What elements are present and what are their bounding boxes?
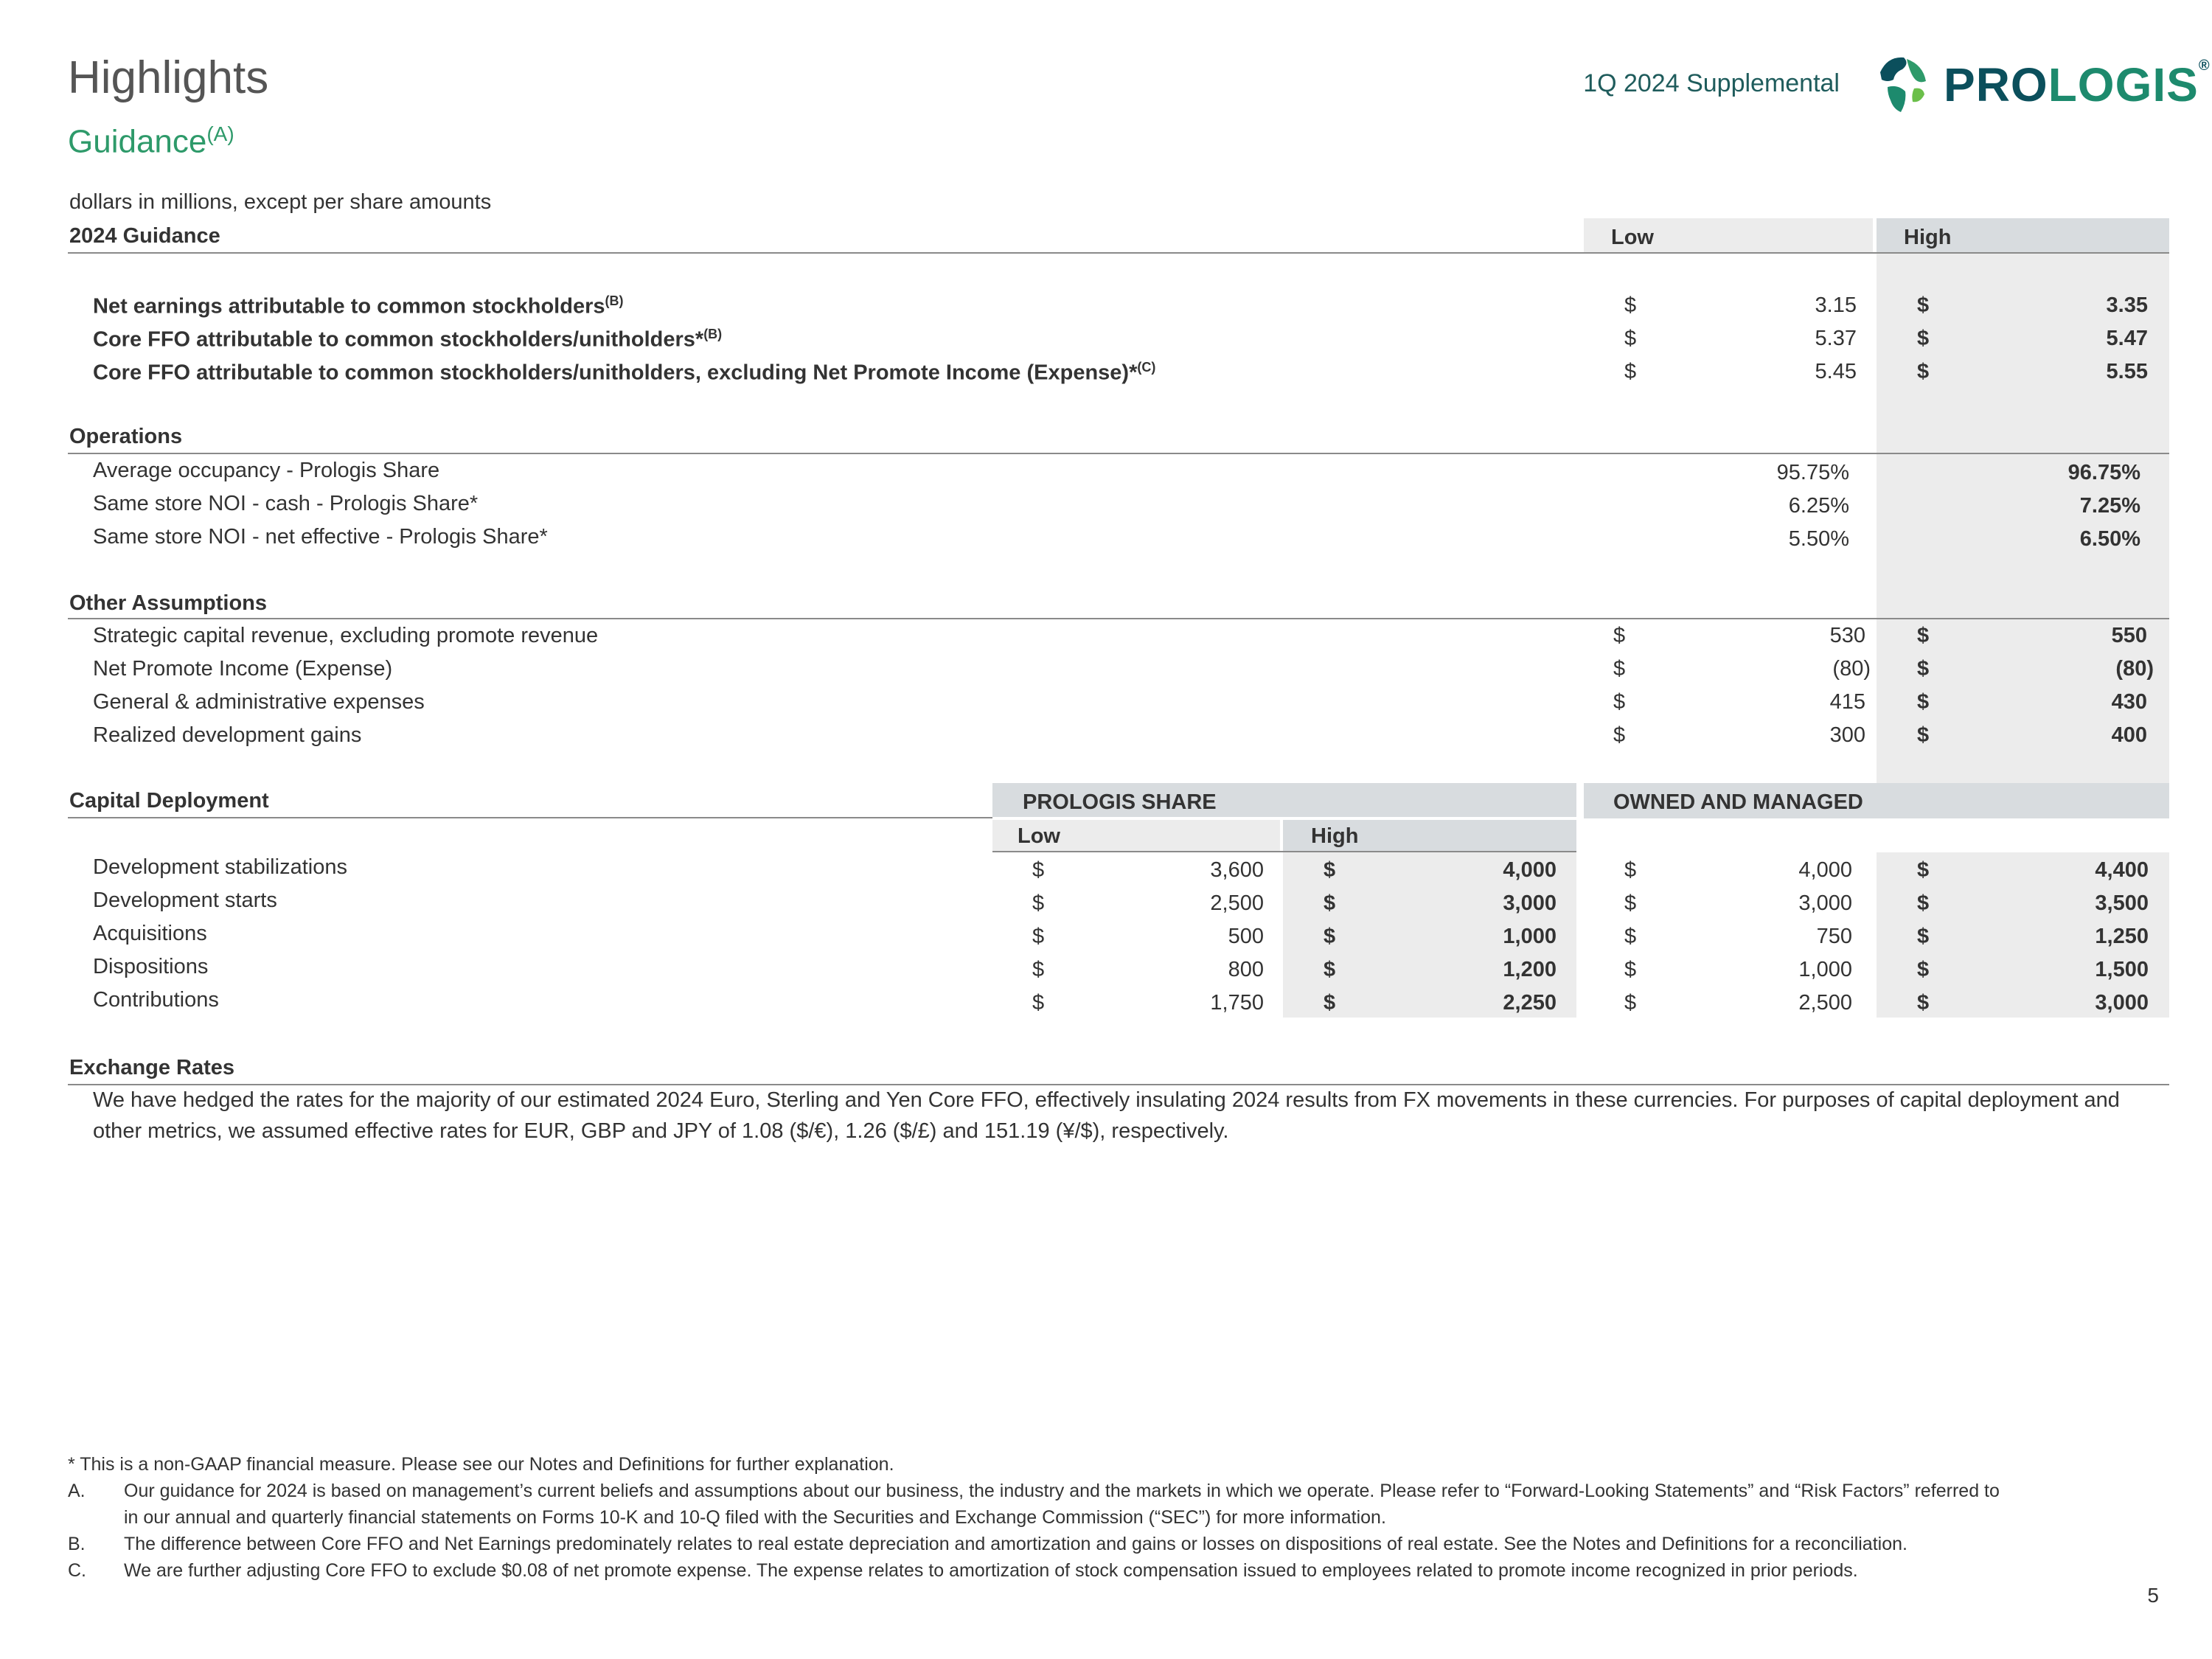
operations-high-value: 6.50% [2079,527,2140,551]
currency-symbol: $ [1624,858,1637,882]
section-2024-guidance: 2024 Guidance [69,224,220,248]
currency-symbol: $ [1917,958,1930,981]
other-row-label: Strategic capital revenue, excluding promote revenue [93,624,599,647]
divider [68,252,2169,254]
logo-wordmark: PROLOGIS® [1944,58,2211,111]
om-high-value: 1,250 [2095,925,2149,948]
col-high-header: High [1904,226,1952,249]
operations-row-label: Same store NOI - net effective - Prologis Share* [93,525,548,549]
ps-high-value: 3,000 [1503,891,1557,915]
ps-high-value: 1,200 [1503,958,1557,981]
owned-managed-header: OWNED AND MANAGED [1613,790,1863,814]
section-exchange-rates: Exchange Rates [69,1056,235,1079]
ps-high-value: 1,000 [1503,925,1557,948]
operations-high-value: 7.25% [2079,494,2140,518]
operations-low-value: 5.50% [1788,527,1849,551]
currency-symbol: $ [1917,723,1930,747]
ps-low-value: 2,500 [1210,891,1264,915]
operations-row-label: Same store NOI - cash - Prologis Share* [93,492,479,515]
footnote-a-text: in our annual and quarterly financial statements on Forms 10-K and 10-Q filed with the Securities and Exchange Commission (“SEC”) for more information. [124,1507,1386,1528]
prologis-share-header: PROLOGIS SHARE [1023,790,1217,814]
currency-symbol: $ [1613,690,1626,714]
om-low-value: 1,000 [1798,958,1852,981]
guidance-row-label: Core FFO attributable to common stockholders/unitholders*$^{(B)}$ [93,327,723,352]
other-low-value: 300 [1829,723,1865,747]
om-low-value: 3,000 [1798,891,1852,915]
other-high-value: (80) [2115,657,2154,681]
guidance-low-value: 5.45 [1815,360,1857,383]
page-subtitle: Guidance$^{(A)}$ [68,122,234,160]
currency-symbol: $ [1624,293,1637,317]
other-low-value: 530 [1829,624,1865,647]
globe-icon [1865,50,1932,116]
currency-symbol: $ [1324,891,1336,915]
currency-symbol: $ [1624,891,1637,915]
currency-symbol: $ [1032,858,1045,882]
currency-symbol: $ [1613,723,1626,747]
guidance-low-value: 5.37 [1815,327,1857,350]
page-number: 5 [2147,1584,2159,1607]
guidance-row-label: Net earnings attributable to common stockholders$^{(B)}$ [93,293,624,319]
exchange-text-line: We have hedged the rates for the majority of our estimated 2024 Euro, Sterling and Yen Core FFO, effectively insulating 2024 results from FX movements in these currencies. For purposes of capital deployment and [93,1088,2120,1112]
guidance-high-value: 5.47 [2106,327,2148,350]
operations-low-value: 6.25% [1788,494,1849,518]
currency-symbol: $ [1032,991,1045,1015]
capital-row-label: Acquisitions [93,922,207,945]
ps-low-value: 1,750 [1210,991,1264,1015]
ps-low-value: 500 [1228,925,1264,948]
col-low-header: Low [1611,226,1654,249]
footnote-star: * This is a non-GAAP financial measure. Please see our Notes and Definitions for further explanation. [68,1454,894,1475]
currency-symbol: $ [1917,891,1930,915]
currency-symbol: $ [1032,958,1045,981]
other-row-label: General & administrative expenses [93,690,425,714]
divider [68,453,2169,454]
operations-low-value: 95.75% [1776,461,1849,484]
currency-symbol: $ [1917,991,1930,1015]
om-high-value: 3,000 [2095,991,2149,1015]
guidance-high-value: 5.55 [2106,360,2148,383]
currency-symbol: $ [1917,293,1930,317]
divider [992,817,1576,820]
capital-row-label: Contributions [93,988,219,1012]
om-high-value: 3,500 [2095,891,2149,915]
other-high-value: 550 [2111,624,2147,647]
exchange-text-line: other metrics, we assumed effective rates for EUR, GBP and JPY of 1.08 ($/€), 1.26 ($/£) and 151.19 (¥/$), respectively. [93,1119,1229,1143]
other-high-value: 430 [2111,690,2147,714]
capital-row-label: Development stabilizations [93,855,347,879]
supplemental-label: 1Q 2024 Supplemental [1583,69,1840,97]
footnote-b-text: The difference between Core FFO and Net Earnings predominately relates to real estate depreciation and amortization and gains or losses on dispositions of real estate. See the Notes and Definitions for a reconciliation. [124,1534,1907,1554]
currency-symbol: $ [1624,991,1637,1015]
ps-low-value: 3,600 [1210,858,1264,882]
guidance-high-value: 3.35 [2106,293,2148,317]
units-note: dollars in millions, except per share amounts [69,190,492,214]
currency-symbol: $ [1917,360,1930,383]
footnote-a-text: Our guidance for 2024 is based on management’s current beliefs and assumptions about our business, the industry and the markets in which we operate. Please refer to “Forward-Looking Statements” and “Risk Factors” referred to [124,1481,2000,1501]
ps-col-high-header: High [1311,824,1359,848]
capital-row-label: Dispositions [93,955,209,978]
currency-symbol: $ [1324,991,1336,1015]
section-other-assumptions: Other Assumptions [69,591,268,615]
ps-col-low-header: Low [1018,824,1060,848]
om-low-value: 750 [1816,925,1852,948]
prologis-logo [1865,50,2211,116]
capital-row-label: Development starts [93,888,277,912]
currency-symbol: $ [1032,925,1045,948]
divider [68,1084,2169,1085]
currency-symbol: $ [1917,690,1930,714]
currency-symbol: $ [1917,327,1930,350]
divider [992,851,1576,852]
page-title: Highlights [68,52,269,103]
footnote-c-text: We are further adjusting Core FFO to exclude $0.08 of net promote expense. The expense relates to amortization of stock compensation issued to employees related to promote income recognized in prior periods. [124,1560,1858,1581]
ps-high-value: 4,000 [1503,858,1557,882]
currency-symbol: $ [1624,958,1637,981]
om-high-value: 1,500 [2095,958,2149,981]
currency-symbol: $ [1324,925,1336,948]
ps-low-value: 800 [1228,958,1264,981]
ps-high-value: 2,250 [1503,991,1557,1015]
footnote-a-label: A. [68,1481,86,1501]
footnote-b-label: B. [68,1534,86,1554]
section-operations: Operations [69,425,183,448]
other-high-value: 400 [2111,723,2147,747]
currency-symbol: $ [1917,657,1930,681]
other-row-label: Net Promote Income (Expense) [93,657,393,681]
other-low-value: 415 [1829,690,1865,714]
section-capital-deployment: Capital Deployment [69,789,269,813]
guidance-low-value: 3.15 [1815,293,1857,317]
divider [68,817,992,818]
om-low-value: 4,000 [1798,858,1852,882]
currency-symbol: $ [1624,360,1637,383]
currency-symbol: $ [1917,624,1930,647]
om-high-value: 4,400 [2095,858,2149,882]
other-low-value: (80) [1832,657,1871,681]
operations-high-value: 96.75% [2067,461,2140,484]
currency-symbol: $ [1624,925,1637,948]
other-row-label: Realized development gains [93,723,362,747]
currency-symbol: $ [1032,891,1045,915]
currency-symbol: $ [1917,858,1930,882]
operations-row-label: Average occupancy - Prologis Share [93,459,440,482]
currency-symbol: $ [1917,925,1930,948]
currency-symbol: $ [1324,958,1336,981]
currency-symbol: $ [1613,624,1626,647]
currency-symbol: $ [1613,657,1626,681]
currency-symbol: $ [1624,327,1637,350]
divider [68,618,2169,619]
footnote-c-label: C. [68,1560,86,1581]
om-low-value: 2,500 [1798,991,1852,1015]
currency-symbol: $ [1324,858,1336,882]
guidance-row-label: Core FFO attributable to common stockholders/unitholders, excluding Net Promote Income (Expense)*$^{(C)}$ [93,360,1156,385]
